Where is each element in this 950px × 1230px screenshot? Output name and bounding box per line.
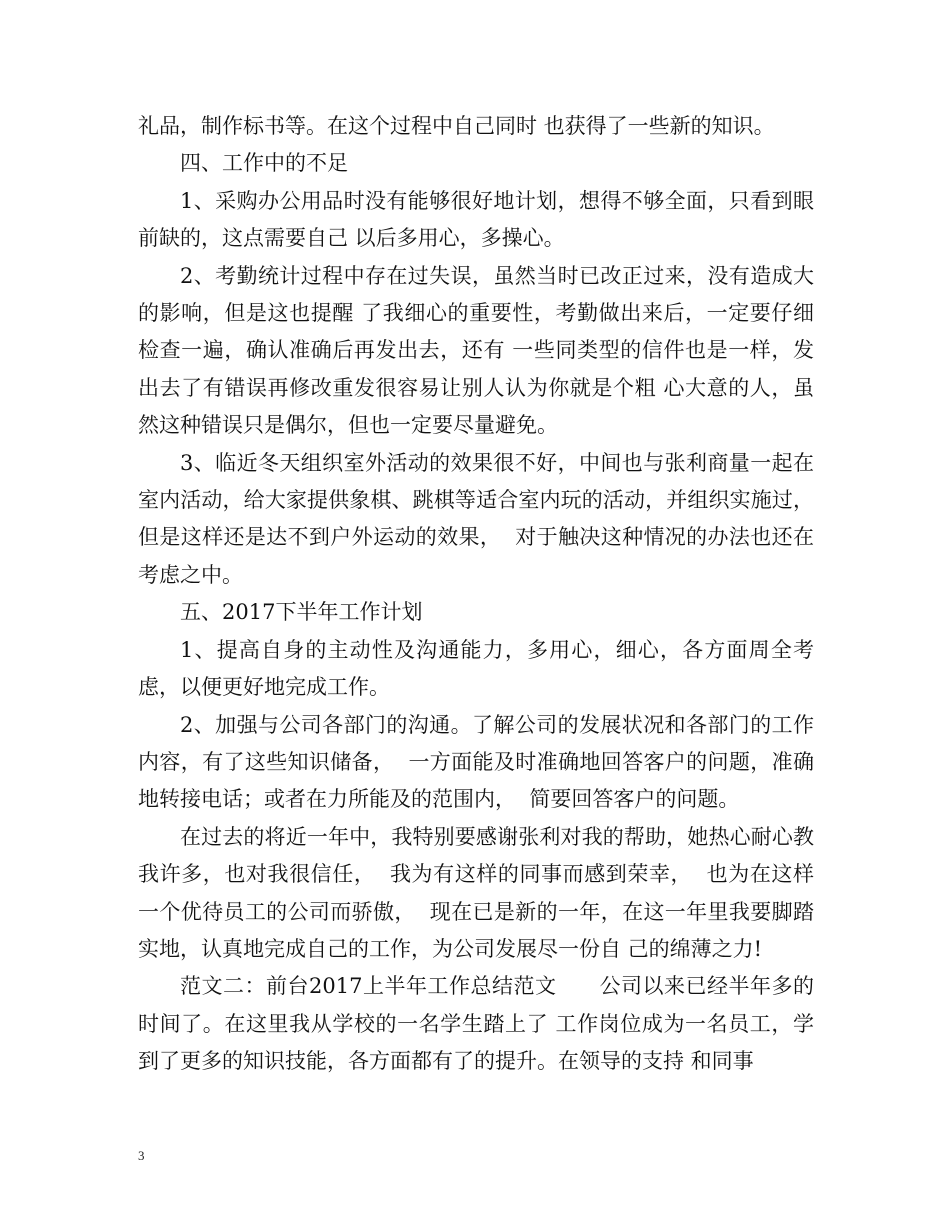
page-number: 3 [138, 1148, 145, 1163]
paragraph: 礼品，制作标书等。在这个过程中自己同时 也获得了一些新的知识。 [138, 114, 775, 138]
paragraph: 四、工作中的不足 [180, 151, 348, 176]
paragraph: 1、提高自身的主动性及沟通能力，多用心，细心，各方面周全考虑，以便更好地完成工作。 [138, 637, 814, 700]
paragraph: 五、2017下半年工作计划 [180, 600, 423, 625]
paragraph: 2、加强与公司各部门的沟通。了解公司的发展状况和各部门的工作内容，有了这些知识储备， 一方面能及时准确地回答客户的问题，准确地转接电话；或者在力所能及的范围内， 简要回答客户的问题。 [138, 712, 814, 812]
paragraph: 2、考勤统计过程中存在过失误，虽然当时已改正过来，没有造成大的影响，但是这也提醒 了我细心的重要性，考勤做出来后，一定要仔细检查一遍，确认准确后再发出去，还有 一些同类型的信件也是一样，发出去了有错误再修改重发很容易让别人认为你就是个粗 心大意的人，虽然这种错误只是偶尔，但也一定要尽量避免。 [138, 263, 814, 438]
paragraph: 范文二：前台2017上半年工作总结范文 公司以来已经半年多的时间了。在这里我从学校的一名学生踏上了 工作岗位成为一名员工，学到了更多的知识技能，各方面都有了的提升。在领导的支持 和同事 [138, 974, 814, 1074]
paragraph: 1、采购办公用品时没有能够很好地计划，想得不够全面，只看到眼前缺的，这点需要自己 以后多用心，多操心。 [138, 188, 814, 251]
paragraph: 在过去的将近一年中，我特别要感谢张利对我的帮助，她热心耐心教我许多，也对我很信任， 我为有这样的同事而感到荣幸， 也为在这样一个优待员工的公司而骄傲， 现在已是新的一年，在这一年里我要脚踏实地，认真地完成自己的工作，为公司发展尽一份自 己的绵薄之力! [138, 824, 814, 961]
document-body [138, 108, 814, 1081]
paragraph: 3、临近冬天组织室外活动的效果很不好，中间也与张利商量一起在室内活动，给大家提供象棋、跳棋等适合室内玩的活动，并组织实施过，但是这样还是达不到户外运动的效果， 对于触决这种情况的办法也还在考虑之中。 [138, 450, 814, 587]
